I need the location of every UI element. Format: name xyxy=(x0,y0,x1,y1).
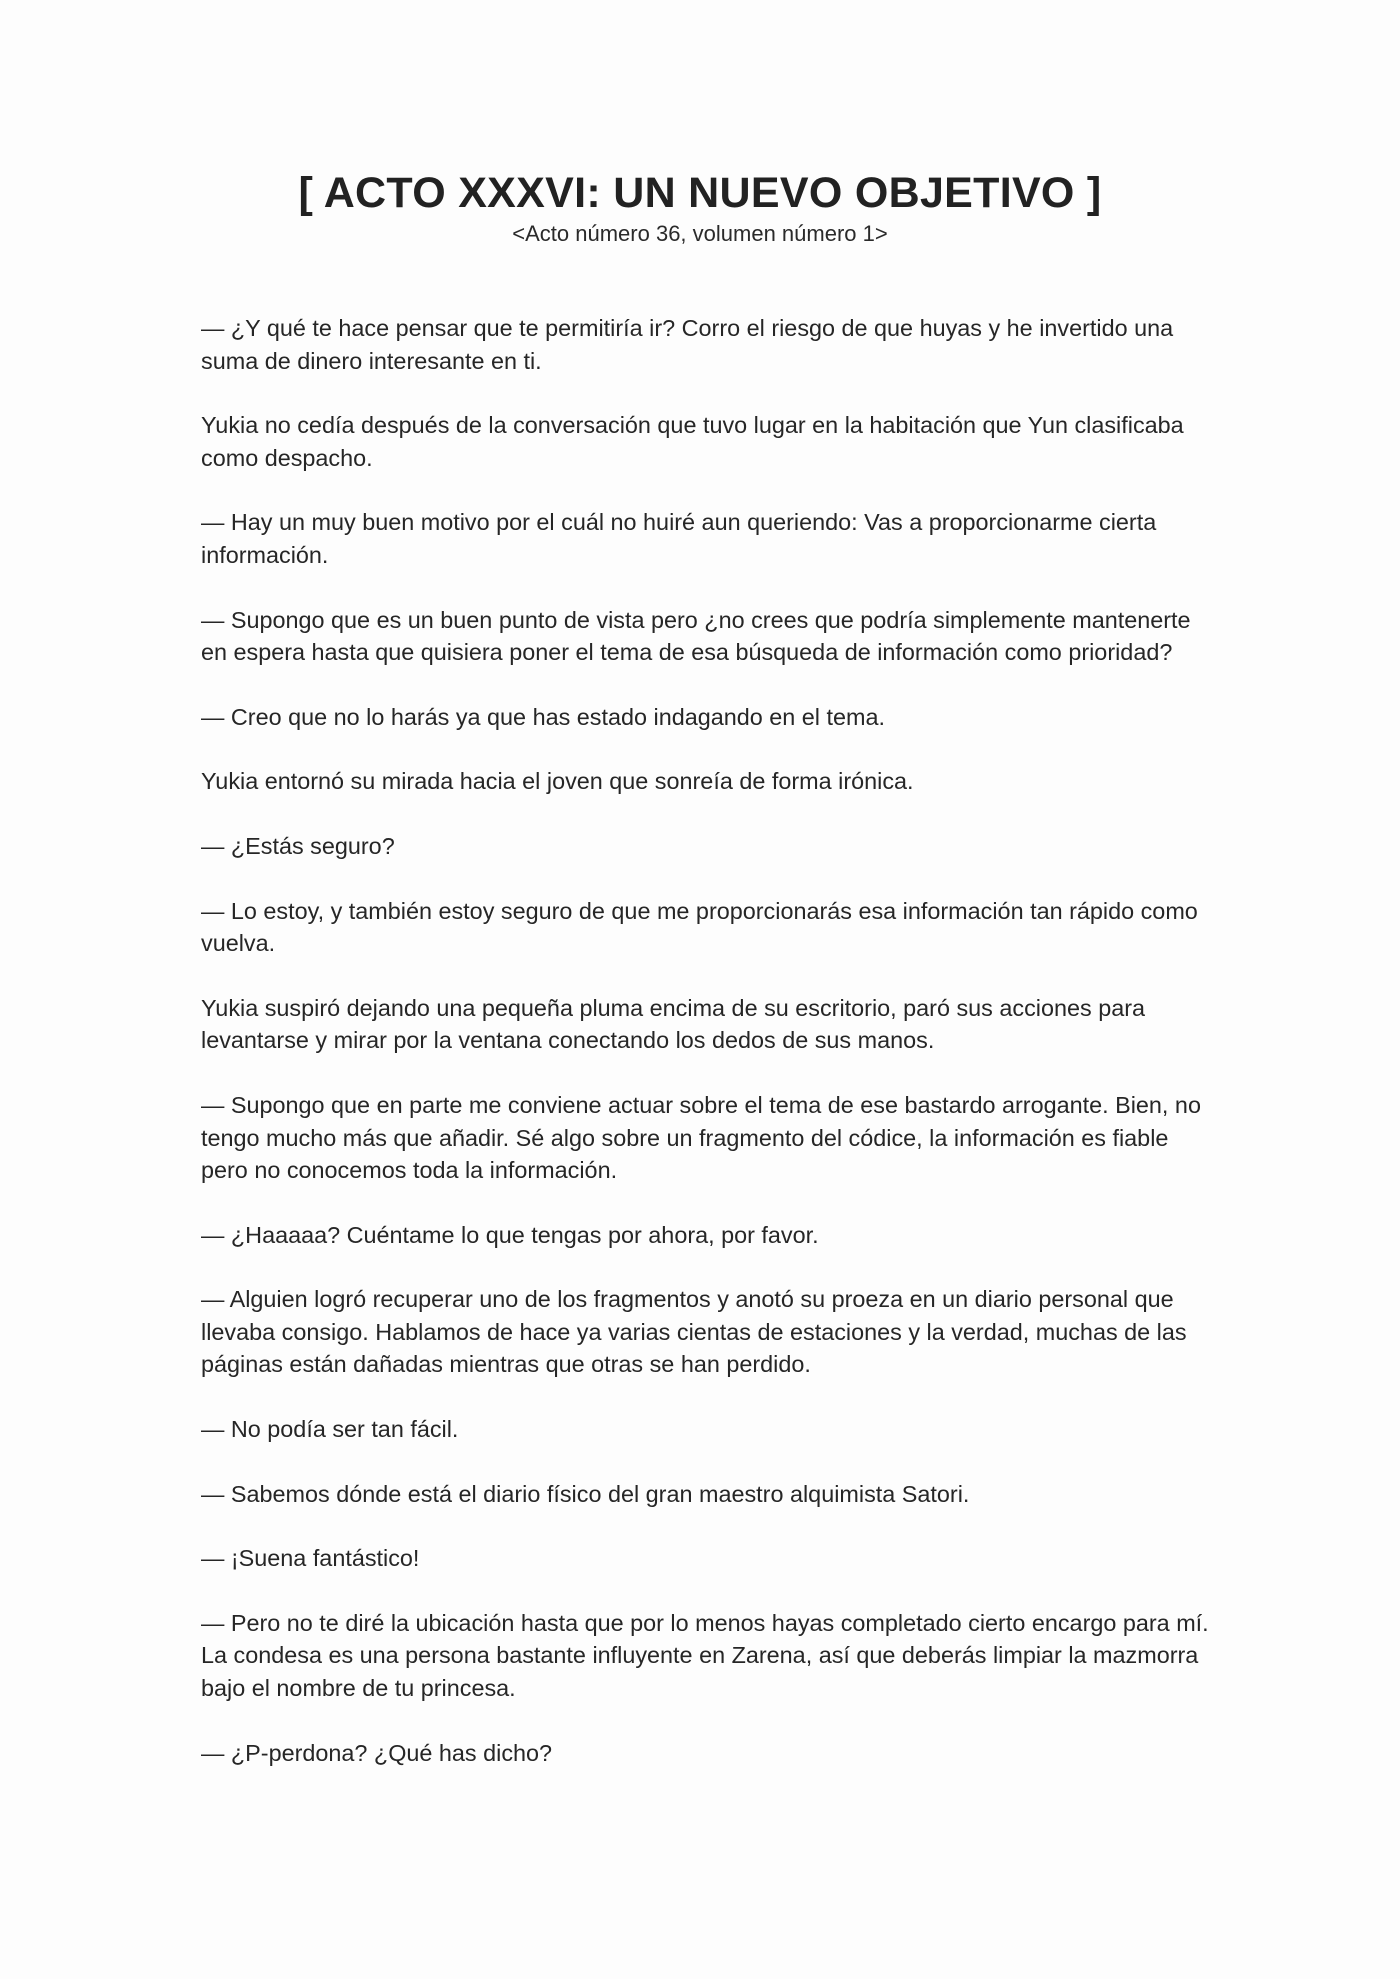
paragraph: — ¡Suena fantástico! xyxy=(201,1545,420,1572)
paragraph: — No podía ser tan fácil. xyxy=(201,1416,459,1443)
chapter-body xyxy=(201,312,1211,1801)
chapter-title: [ ACTO XXXVI: UN NUEVO OBJETIVO ] xyxy=(298,169,1102,217)
chapter-subtitle: <Acto número 36, volumen número 1> xyxy=(512,221,888,246)
paragraph: — Hay un muy buen motivo por el cuál no huiré aun queriendo: Vas a proporcionarme cierta información. xyxy=(201,509,1157,568)
paragraph: — ¿Estás seguro? xyxy=(201,832,395,859)
paragraph: — Alguien logró recuperar uno de los fragmentos y anotó su proeza en un diario personal que llevaba consigo. Hablamos de hace ya varias cientas de estaciones y la verdad, muchas de las páginas están dañadas mientras que otras se han perdido. xyxy=(201,1286,1187,1378)
paragraph: — ¿P-perdona? ¿Qué has dicho? xyxy=(201,1739,553,1766)
paragraph: Yukia suspiró dejando una pequeña pluma encima de su escritorio, paró sus acciones para levantarse y mirar por la ventana conectando los dedos de sus manos. xyxy=(201,994,1146,1054)
paragraph: — Sabemos dónde está el diario físico del gran maestro alquimista Satori. xyxy=(201,1480,970,1507)
paragraph: — Supongo que es un buen punto de vista pero ¿no crees que podría simplemente mantenerte en espera hasta que quisiera poner el tema de esa búsqueda de información como prioridad? xyxy=(201,606,1191,666)
paragraph: Yukia no cedía después de la conversación que tuvo lugar en la habitación que Yun clasificaba como despacho. xyxy=(201,412,1184,471)
chapter-header xyxy=(0,168,1400,248)
paragraph: — Supongo que en parte me conviene actuar sobre el tema de ese bastardo arrogante. Bien, no tengo mucho más que añadir. Sé algo sobre un fragmento del códice, la información es fiable pero no conocemos toda la información. xyxy=(201,1091,1201,1184)
paragraph: Yukia entornó su mirada hacia el joven que sonreía de forma irónica. xyxy=(201,768,914,795)
paragraph: — Pero no te diré la ubicación hasta que por lo menos hayas completado cierto encargo para mí. La condesa es una persona bastante influyente en Zarena, así que deberás limpiar la mazmorra bajo el nombre de tu princesa. xyxy=(201,1609,1209,1702)
paragraph: — ¿Y qué te hace pensar que te permitiría ir? Corro el riesgo de que huyas y he invertido una suma de dinero interesante en ti. xyxy=(201,315,1174,374)
paragraph: — Lo estoy, y también estoy seguro de que me proporcionarás esa información tan rápido como vuelva. xyxy=(201,897,1198,957)
paragraph: — ¿Haaaaa? Cuéntame lo que tengas por ahora, por favor. xyxy=(201,1221,819,1248)
paragraph: — Creo que no lo harás ya que has estado indagando en el tema. xyxy=(201,703,885,730)
